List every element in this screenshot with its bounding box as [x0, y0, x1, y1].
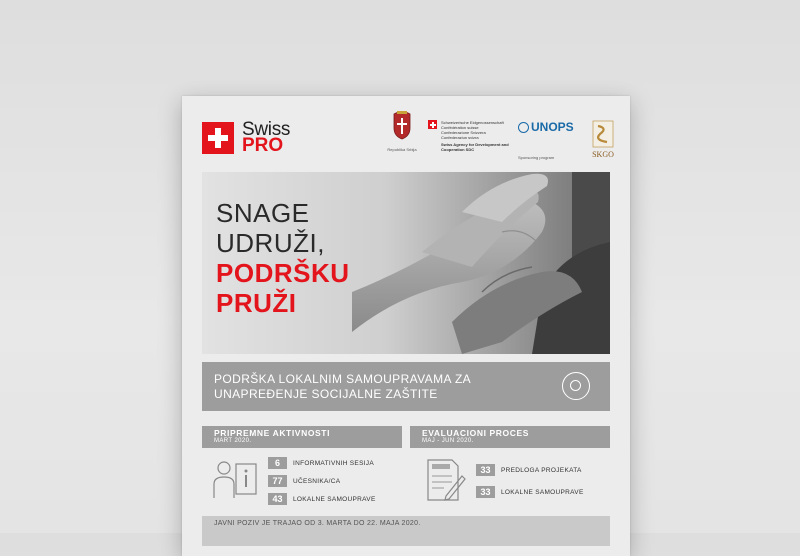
unops-logo: [518, 120, 574, 134]
section-header-preparatory: [202, 426, 402, 448]
swisspro-logo: [202, 119, 291, 156]
sdc-line: Schweizerische Eidgenossenschaft: [441, 120, 504, 125]
stat-label: UČESNIKA/CA: [293, 477, 341, 485]
footer-text: JAVNI POZIV JE TRAJAO OD 3. MARTA DO 22. MAJA 2020.: [214, 520, 421, 527]
stat-label: LOKALNE SAMOUPRAVE: [293, 495, 376, 503]
section-date: MAJ - JUN 2020.: [422, 438, 474, 444]
skgo-emblem-icon: [592, 120, 614, 160]
sdc-logo: [428, 120, 521, 152]
presenter-icon: [212, 458, 258, 500]
skgo-logo: [592, 120, 614, 160]
sponsor-label: Sponsoring program: [518, 155, 555, 160]
document-pen-icon: [426, 458, 466, 502]
stat-value: 43: [268, 493, 287, 505]
stat-value: 33: [476, 464, 495, 476]
partner-logos: [384, 110, 616, 170]
stat-row: [268, 457, 374, 469]
coat-of-arms-icon: [391, 110, 413, 140]
serbia-coat-of-arms: [384, 110, 420, 152]
stat-label: LOKALNE SAMOUPRAVE: [501, 488, 584, 496]
stat-value: 33: [476, 486, 495, 498]
stat-label: INFORMATIVNIH SESIJA: [293, 459, 374, 467]
sdc-line: Confederaziun svizra: [441, 135, 479, 140]
brand-pro: PRO: [242, 135, 284, 156]
banner-line-2: UNAPREĐENJE SOCIJALNE ZAŠTITE: [214, 387, 438, 401]
stat-label: PREDLOGA PROJEKATA: [501, 466, 582, 474]
section-header-evaluation: [410, 426, 610, 448]
section-date: MART 2020.: [214, 438, 252, 444]
hero-image: [202, 172, 610, 354]
sdc-line: Confédération suisse: [441, 125, 479, 130]
headline-line-1: SNAGE: [216, 198, 310, 228]
swiss-mini-flag-icon: [428, 120, 437, 129]
swiss-flag-icon: [202, 122, 234, 154]
stat-row: [476, 464, 582, 476]
banner-line-1: PODRŠKA LOKALNIM SAMOUPRAVAMA ZA: [214, 372, 472, 386]
headline-line-2: UDRUŽI,: [216, 228, 325, 258]
hero-headline: [216, 198, 350, 318]
sdc-agency: Swiss Agency for Development and Cooperation SDC: [441, 142, 509, 152]
skgo-text: SKGO: [592, 150, 614, 159]
serbia-label: Republika Srbija: [387, 147, 417, 152]
sdc-line: Confederazione Svizzera: [441, 130, 486, 135]
footer-bar: [202, 516, 610, 546]
headline-line-4: PRUŽI: [216, 288, 297, 318]
target-icon: [562, 372, 590, 400]
un-globe-icon: [518, 122, 529, 133]
stat-value: 6: [268, 457, 287, 469]
stat-value: 77: [268, 475, 287, 487]
brand-swiss: Swiss: [242, 119, 291, 140]
section-title: EVALUACIONI PROCES: [422, 428, 529, 438]
headline-line-3: PODRŠKU: [216, 258, 350, 288]
stat-row: [268, 475, 340, 487]
section-title: PRIPREMNE AKTIVNOSTI: [214, 428, 331, 438]
subtitle-banner: [202, 362, 610, 411]
poster: [182, 96, 630, 556]
unops-text: UNOPS: [531, 120, 574, 134]
stat-row: [476, 486, 584, 498]
stat-row: [268, 493, 376, 505]
